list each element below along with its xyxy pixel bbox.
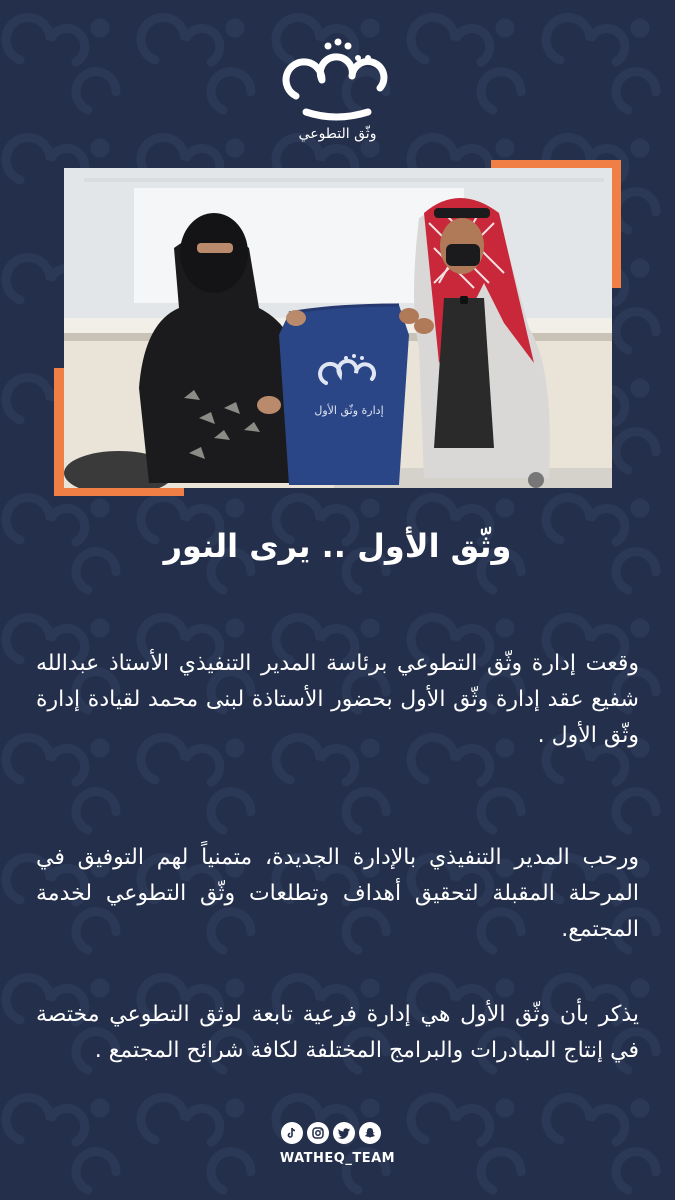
brand-logo: [0, 18, 675, 148]
shirt-caption: إدارة وثّق الأول: [314, 404, 384, 417]
signing-photo: [64, 168, 612, 488]
brand-name: وثّق التطوعي: [298, 126, 377, 142]
snapchat-icon[interactable]: [359, 1122, 381, 1144]
article-title: وثّق الأول .. يرى النور: [163, 527, 512, 565]
instagram-icon[interactable]: [307, 1122, 329, 1144]
social-icons: [281, 1122, 381, 1144]
social-footer: [0, 1118, 675, 1178]
article-paragraph-3: يذكر بأن وثّق الأول هي إدارة فرعية تابعة لوثق التطوعي مختصة في إنتاج المبادرات والبرامج المختلفة لكافة شرائح المجتمع .: [36, 1002, 639, 1063]
twitter-icon[interactable]: [333, 1122, 355, 1144]
article-paragraph-1: وقعت إدارة وثّق التطوعي برئاسة المدير التنفيذي الأستاذ عبدالله شفيع عقد إدارة وثّق الأول بحضور الأستاذة لبنى محمد لقيادة إدارة وثّق الأول .: [36, 651, 639, 748]
watheq-logo-mark: [282, 28, 394, 128]
tiktok-icon[interactable]: [281, 1122, 303, 1144]
social-handle: WATHEQ_TEAM: [279, 1151, 396, 1166]
article-paragraph-2: ورحب المدير التنفيذي بالإدارة الجديدة، متمنياً لهم التوفيق في المرحلة المقبلة لتحقيق أهداف وتطلعات وثّق التطوعي لخدمة المجتمع.: [36, 845, 639, 942]
